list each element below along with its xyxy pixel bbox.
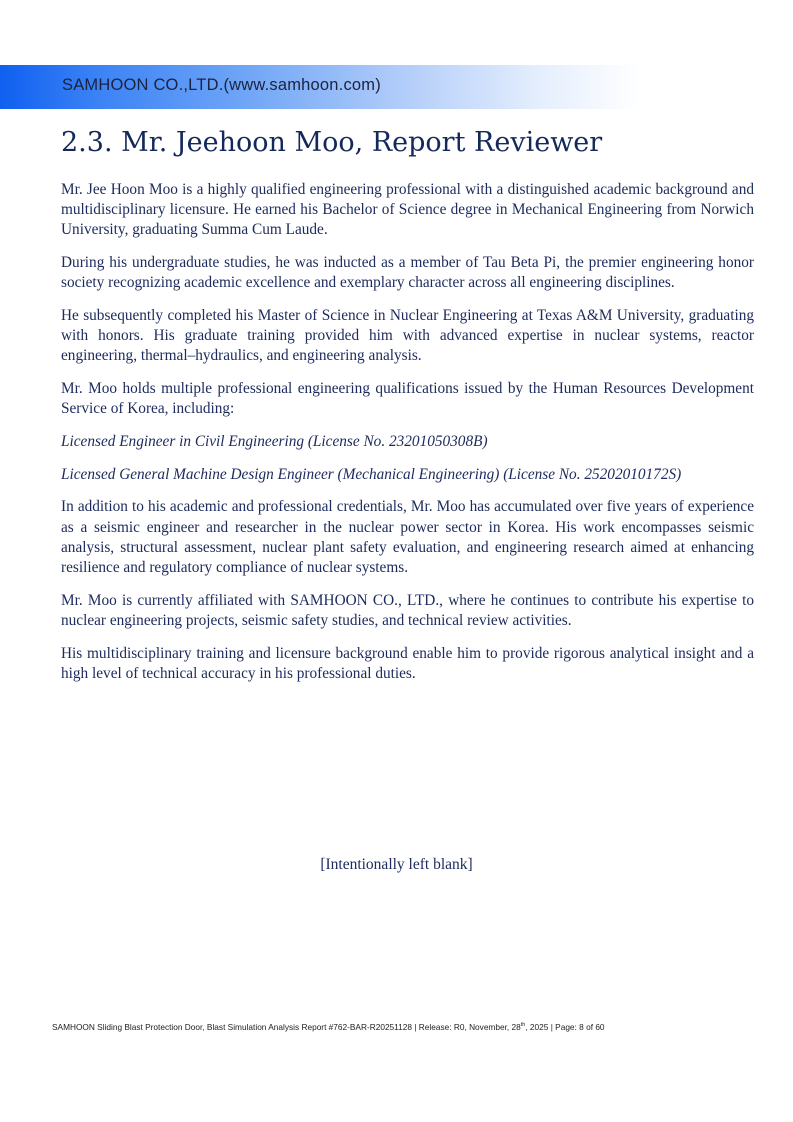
footer-release-sup: th	[520, 1022, 526, 1029]
paragraph-education: Mr. Jee Hoon Moo is a highly qualified engineering professional with a distinguished academic background and multidisciplinary licensure. He earned his Bachelor of Science degree in Mechanical Engineering from Norwich University, graduating Summa Cum Laude.	[61, 181, 754, 239]
paragraph-honor-society: During his undergraduate studies, he was inducted as a member of Tau Beta Pi, the premier engineering honor society recognizing academic excellence and exemplary character across all engineering disciplines.	[61, 254, 754, 292]
footer-separator: |	[550, 1022, 553, 1032]
footer-release-date: Release: R0, November, 28	[418, 1022, 521, 1032]
footer-page-number: 8 of 60	[579, 1022, 605, 1032]
paragraph-qualifications: Mr. Moo holds multiple professional engineering qualifications issued by the Human Resources Development Service of Korea, including:	[61, 380, 754, 418]
footer-separator: |	[414, 1022, 417, 1032]
footer-report-title: SAMHOON Sliding Blast Protection Door, Blast Simulation Analysis Report #762-BAR-R20251128	[52, 1022, 413, 1032]
footer-release	[419, 1022, 549, 1032]
license-civil: Licensed Engineer in Civil Engineering (License No. 23201050308B)	[61, 433, 488, 451]
page-footer	[52, 1022, 605, 1032]
footer-page-label: Page:	[555, 1022, 577, 1032]
paragraph-graduate: He subsequently completed his Master of Science in Nuclear Engineering at Texas A&M University, graduating with honors. His graduate training provided him with advanced expertise in nuclear systems, reactor engineering, thermal–hydraulics, and engineering analysis.	[61, 307, 754, 365]
section-body	[61, 180, 754, 697]
section-title: 2.3. Mr. Jeehoon Moo, Report Reviewer	[61, 127, 603, 158]
paragraph-affiliation: Mr. Moo is currently affiliated with SAMHOON CO., LTD., where he continues to contribute his expertise to nuclear engineering projects, seismic safety studies, and technical review activities.	[61, 591, 754, 629]
paragraph-summary: His multidisciplinary training and licensure background enable him to provide rigorous analytical insight and a high level of technical accuracy in his professional duties.	[61, 644, 754, 682]
company-header: SAMHOON CO.,LTD.(www.samhoon.com)	[62, 76, 381, 94]
blank-page-note: [Intentionally left blank]	[320, 856, 473, 873]
paragraph-experience: In addition to his academic and professional credentials, Mr. Moo has accumulated over five years of experience as a seismic engineer and researcher in the nuclear power sector in Korea. His work encompasses seismic analysis, structural assessment, nuclear plant safety evaluation, and engineering research aimed at enhancing resilience and regulatory compliance of nuclear systems.	[61, 498, 754, 577]
footer-release-year: , 2025	[525, 1022, 549, 1032]
license-mechanical: Licensed General Machine Design Engineer (Mechanical Engineering) (License No. 25202010172S)	[61, 465, 682, 483]
